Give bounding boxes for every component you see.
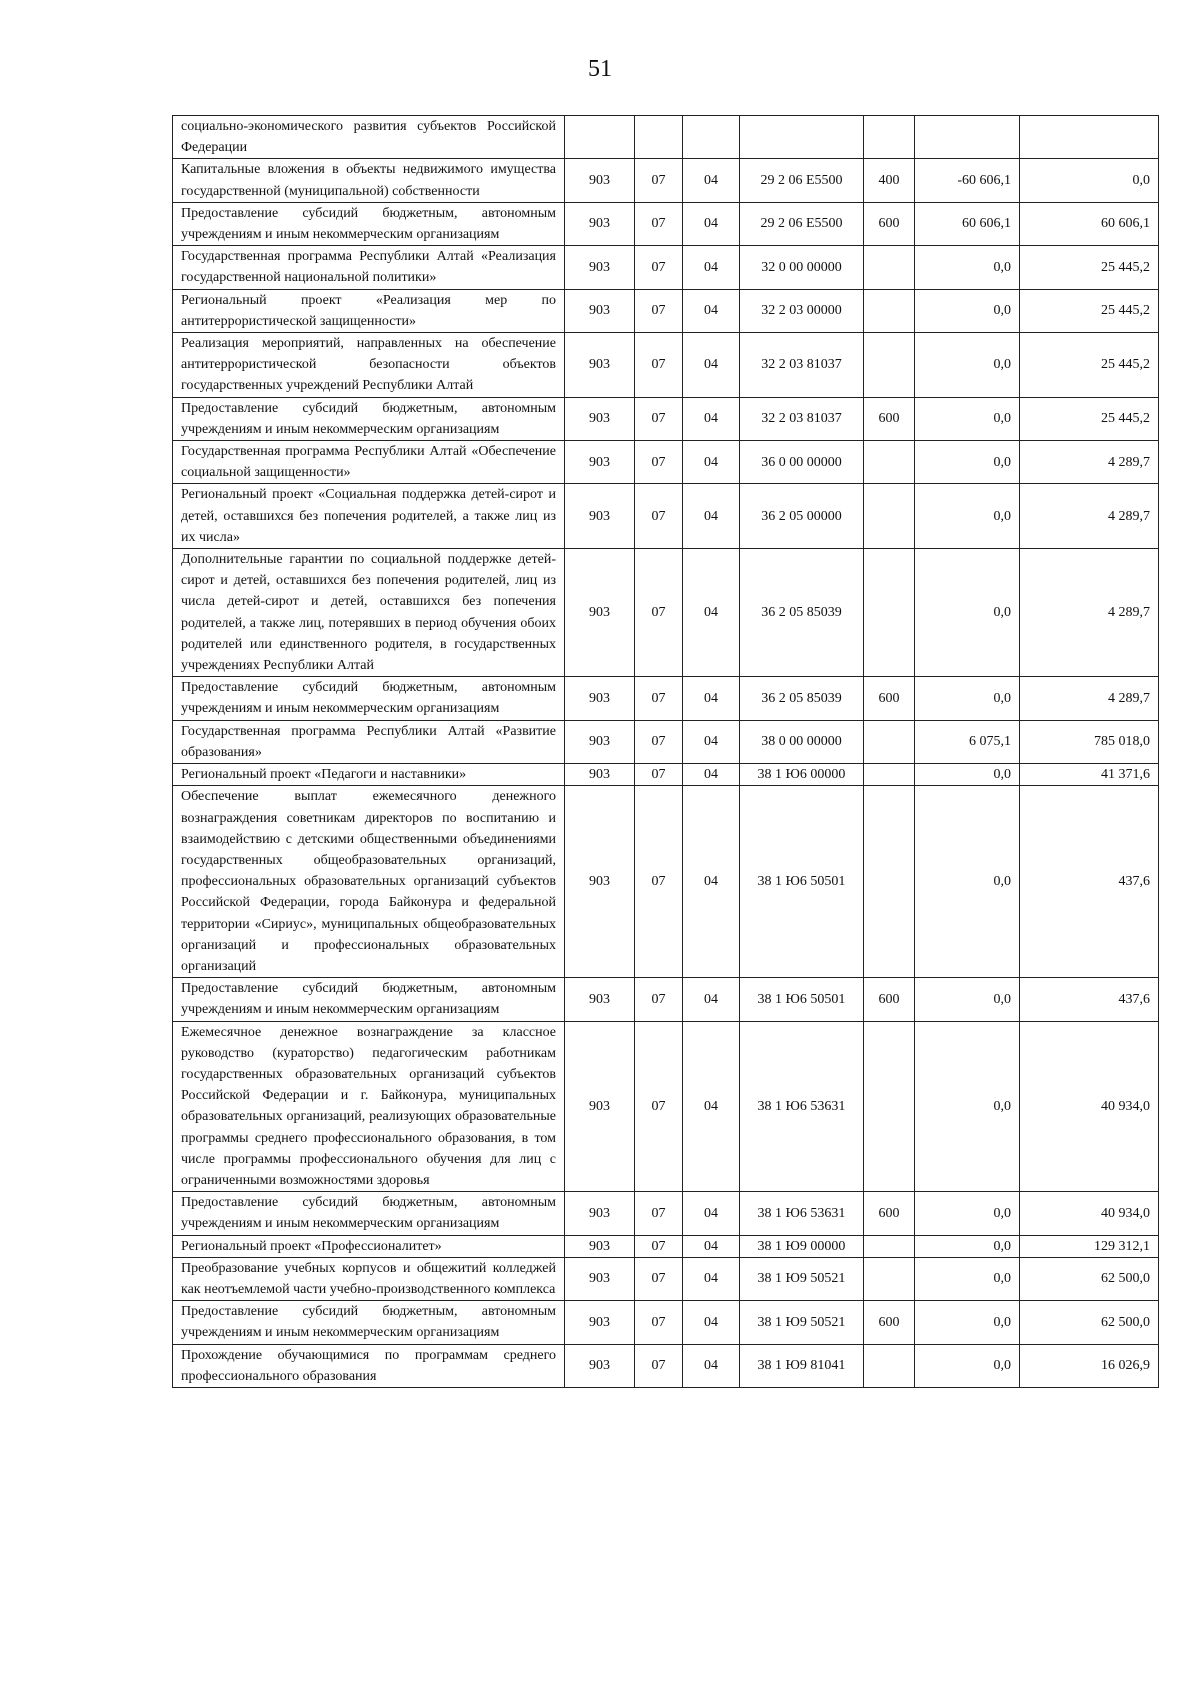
amount-total: 25 445,2: [1020, 333, 1159, 398]
amount-total: 129 312,1: [1020, 1235, 1159, 1257]
target-article-code: 38 1 Ю6 50501: [740, 786, 864, 978]
admin-code: 903: [565, 1235, 635, 1257]
section-code: 07: [635, 1021, 683, 1192]
section-code: 07: [635, 1235, 683, 1257]
row-description: Государственная программа Республики Алтай «Реализация государственной национальной политики»: [173, 246, 565, 289]
expense-type-code: [864, 720, 915, 763]
section-code: 07: [635, 289, 683, 332]
section-code: 07: [635, 1192, 683, 1235]
admin-code: 903: [565, 202, 635, 245]
subsection-code: 04: [683, 1192, 740, 1235]
subsection-code: 04: [683, 677, 740, 720]
amount-total: 62 500,0: [1020, 1301, 1159, 1344]
target-article-code: 38 1 Ю6 00000: [740, 764, 864, 786]
expense-type-code: 600: [864, 202, 915, 245]
table-row: [173, 1344, 1159, 1387]
admin-code: 903: [565, 720, 635, 763]
section-code: 07: [635, 1301, 683, 1344]
amount-change: 0,0: [915, 333, 1020, 398]
subsection-code: 04: [683, 1301, 740, 1344]
subsection-code: 04: [683, 484, 740, 549]
expense-type-code: [864, 289, 915, 332]
table-body: [173, 116, 1159, 1388]
target-article-code: 38 1 Ю6 53631: [740, 1021, 864, 1192]
target-article-code: 29 2 06 Е5500: [740, 159, 864, 202]
admin-code: 903: [565, 333, 635, 398]
row-description: Предоставление субсидий бюджетным, автономным учреждениям и иным некоммерческим организациям: [173, 397, 565, 440]
table-row: [173, 116, 1159, 159]
section-code: 07: [635, 978, 683, 1021]
amount-total: 25 445,2: [1020, 246, 1159, 289]
amount-total: [1020, 116, 1159, 159]
admin-code: 903: [565, 677, 635, 720]
admin-code: 903: [565, 978, 635, 1021]
section-code: [635, 116, 683, 159]
amount-change: [915, 116, 1020, 159]
table-row: [173, 202, 1159, 245]
admin-code: 903: [565, 441, 635, 484]
admin-code: 903: [565, 397, 635, 440]
expense-type-code: [864, 333, 915, 398]
table-row: [173, 1192, 1159, 1235]
expense-type-code: [864, 764, 915, 786]
expense-type-code: 600: [864, 1301, 915, 1344]
amount-change: 0,0: [915, 549, 1020, 677]
expense-type-code: 600: [864, 397, 915, 440]
section-code: 07: [635, 764, 683, 786]
expense-type-code: [864, 246, 915, 289]
expense-type-code: [864, 1021, 915, 1192]
target-article-code: 38 1 Ю9 50521: [740, 1257, 864, 1300]
admin-code: 903: [565, 484, 635, 549]
table-row: [173, 1301, 1159, 1344]
amount-change: 0,0: [915, 289, 1020, 332]
amount-total: 4 289,7: [1020, 441, 1159, 484]
section-code: 07: [635, 720, 683, 763]
target-article-code: 36 2 05 85039: [740, 549, 864, 677]
section-code: 07: [635, 397, 683, 440]
target-article-code: 32 0 00 00000: [740, 246, 864, 289]
expense-type-code: [864, 1344, 915, 1387]
row-description: Государственная программа Республики Алтай «Обеспечение социальной защищенности»: [173, 441, 565, 484]
amount-total: 437,6: [1020, 786, 1159, 978]
amount-total: 437,6: [1020, 978, 1159, 1021]
admin-code: 903: [565, 786, 635, 978]
amount-total: 4 289,7: [1020, 484, 1159, 549]
subsection-code: 04: [683, 549, 740, 677]
amount-change: 60 606,1: [915, 202, 1020, 245]
subsection-code: 04: [683, 1344, 740, 1387]
table-row: [173, 1235, 1159, 1257]
admin-code: 903: [565, 289, 635, 332]
row-description: Предоставление субсидий бюджетным, автономным учреждениям и иным некоммерческим организациям: [173, 1192, 565, 1235]
expense-type-code: [864, 484, 915, 549]
budget-table: [172, 115, 1159, 1388]
admin-code: 903: [565, 1344, 635, 1387]
section-code: 07: [635, 484, 683, 549]
amount-total: 40 934,0: [1020, 1192, 1159, 1235]
admin-code: 903: [565, 764, 635, 786]
target-article-code: 32 2 03 81037: [740, 397, 864, 440]
section-code: 07: [635, 1344, 683, 1387]
section-code: 07: [635, 677, 683, 720]
row-description: Предоставление субсидий бюджетным, автономным учреждениям и иным некоммерческим организациям: [173, 202, 565, 245]
table-row: [173, 484, 1159, 549]
table-row: [173, 1021, 1159, 1192]
section-code: 07: [635, 202, 683, 245]
amount-change: 0,0: [915, 1301, 1020, 1344]
amount-change: -60 606,1: [915, 159, 1020, 202]
amount-total: 16 026,9: [1020, 1344, 1159, 1387]
table-row: [173, 333, 1159, 398]
row-description: Капитальные вложения в объекты недвижимого имущества государственной (муниципальной) собственности: [173, 159, 565, 202]
amount-total: 4 289,7: [1020, 677, 1159, 720]
table-row: [173, 289, 1159, 332]
table-row: [173, 246, 1159, 289]
subsection-code: 04: [683, 764, 740, 786]
row-description: социально-экономического развития субъектов Российской Федерации: [173, 116, 565, 159]
subsection-code: 04: [683, 978, 740, 1021]
section-code: 07: [635, 549, 683, 677]
section-code: 07: [635, 1257, 683, 1300]
section-code: 07: [635, 333, 683, 398]
expense-type-code: [864, 1235, 915, 1257]
admin-code: 903: [565, 159, 635, 202]
row-description: Региональный проект «Педагоги и наставники»: [173, 764, 565, 786]
admin-code: [565, 116, 635, 159]
expense-type-code: 600: [864, 677, 915, 720]
table-row: [173, 159, 1159, 202]
expense-type-code: [864, 441, 915, 484]
section-code: 07: [635, 441, 683, 484]
section-code: 07: [635, 159, 683, 202]
subsection-code: 04: [683, 397, 740, 440]
table-row: [173, 1257, 1159, 1300]
target-article-code: 38 0 00 00000: [740, 720, 864, 763]
expense-type-code: [864, 549, 915, 677]
subsection-code: 04: [683, 720, 740, 763]
subsection-code: 04: [683, 333, 740, 398]
row-description: Прохождение обучающимися по программам среднего профессионального образования: [173, 1344, 565, 1387]
amount-change: 6 075,1: [915, 720, 1020, 763]
subsection-code: 04: [683, 289, 740, 332]
target-article-code: [740, 116, 864, 159]
amount-change: 0,0: [915, 1257, 1020, 1300]
page-number: 51: [588, 56, 612, 82]
target-article-code: 36 2 05 85039: [740, 677, 864, 720]
admin-code: 903: [565, 1192, 635, 1235]
amount-change: 0,0: [915, 764, 1020, 786]
row-description: Обеспечение выплат ежемесячного денежного вознаграждения советникам директоров по воспитанию и взаимодействию с детскими общественными объединениями государственных общеобразовательных организаций, профессиональных образовательных организаций субъектов Российской Федерации, города Байконура и федеральной территории «Сириус», муниципальных общеобразовательных организаций и профессиональных образовательных организаций: [173, 786, 565, 978]
target-article-code: 32 2 03 81037: [740, 333, 864, 398]
target-article-code: 38 1 Ю9 00000: [740, 1235, 864, 1257]
row-description: Дополнительные гарантии по социальной поддержке детей-сирот и детей, оставшихся без попечения родителей, лиц из числа детей-сирот и детей, оставшихся без попечения родителей, а также лиц, потерявших в период обучения обоих родителей или единственного родителя, в государственных учреждениях Республики Алтай: [173, 549, 565, 677]
row-description: Предоставление субсидий бюджетным, автономным учреждениям и иным некоммерческим организациям: [173, 978, 565, 1021]
amount-total: 25 445,2: [1020, 397, 1159, 440]
row-description: Государственная программа Республики Алтай «Развитие образования»: [173, 720, 565, 763]
amount-change: 0,0: [915, 246, 1020, 289]
subsection-code: 04: [683, 441, 740, 484]
amount-total: 25 445,2: [1020, 289, 1159, 332]
amount-change: 0,0: [915, 978, 1020, 1021]
amount-change: 0,0: [915, 484, 1020, 549]
admin-code: 903: [565, 246, 635, 289]
table-row: [173, 764, 1159, 786]
subsection-code: 04: [683, 246, 740, 289]
row-description: Ежемесячное денежное вознаграждение за классное руководство (кураторство) педагогическим работникам государственных образовательных организаций субъектов Российской Федерации и г. Байконура, муниципальных образовательных организаций, реализующих образовательные программы среднего профессионального образования, в том числе программы профессионального обучения для лиц с ограниченными возможностями здоровья: [173, 1021, 565, 1192]
row-description: Предоставление субсидий бюджетным, автономным учреждениям и иным некоммерческим организациям: [173, 677, 565, 720]
expense-type-code: 600: [864, 978, 915, 1021]
subsection-code: 04: [683, 202, 740, 245]
admin-code: 903: [565, 1021, 635, 1192]
table-row: [173, 441, 1159, 484]
subsection-code: [683, 116, 740, 159]
target-article-code: 36 2 05 00000: [740, 484, 864, 549]
table-row: [173, 786, 1159, 978]
row-description: Предоставление субсидий бюджетным, автономным учреждениям и иным некоммерческим организациям: [173, 1301, 565, 1344]
table-row: [173, 978, 1159, 1021]
amount-change: 0,0: [915, 786, 1020, 978]
table-row: [173, 397, 1159, 440]
row-description: Преобразование учебных корпусов и общежитий колледжей как неотъемлемой части учебно-производственного комплекса: [173, 1257, 565, 1300]
section-code: 07: [635, 246, 683, 289]
amount-total: 785 018,0: [1020, 720, 1159, 763]
target-article-code: 38 1 Ю6 50501: [740, 978, 864, 1021]
amount-change: 0,0: [915, 441, 1020, 484]
expense-type-code: 400: [864, 159, 915, 202]
section-code: 07: [635, 786, 683, 978]
row-description: Реализация мероприятий, направленных на обеспечение антитеррористической безопасности объектов государственных учреждений Республики Алтай: [173, 333, 565, 398]
admin-code: 903: [565, 549, 635, 677]
target-article-code: 36 0 00 00000: [740, 441, 864, 484]
expense-type-code: [864, 786, 915, 978]
admin-code: 903: [565, 1257, 635, 1300]
table-row: [173, 677, 1159, 720]
table-row: [173, 549, 1159, 677]
row-description: Региональный проект «Социальная поддержка детей-сирот и детей, оставшихся без попечения родителей, а также лиц из их числа»: [173, 484, 565, 549]
amount-change: 0,0: [915, 1021, 1020, 1192]
amount-change: 0,0: [915, 677, 1020, 720]
table-row: [173, 720, 1159, 763]
amount-total: 62 500,0: [1020, 1257, 1159, 1300]
target-article-code: 38 1 Ю9 81041: [740, 1344, 864, 1387]
target-article-code: 38 1 Ю9 50521: [740, 1301, 864, 1344]
amount-total: 0,0: [1020, 159, 1159, 202]
row-description: Региональный проект «Профессионалитет»: [173, 1235, 565, 1257]
expense-type-code: [864, 116, 915, 159]
subsection-code: 04: [683, 1021, 740, 1192]
row-description: Региональный проект «Реализация мер по антитеррористической защищенности»: [173, 289, 565, 332]
amount-change: 0,0: [915, 397, 1020, 440]
admin-code: 903: [565, 1301, 635, 1344]
subsection-code: 04: [683, 1257, 740, 1300]
subsection-code: 04: [683, 159, 740, 202]
expense-type-code: 600: [864, 1192, 915, 1235]
subsection-code: 04: [683, 1235, 740, 1257]
amount-total: 40 934,0: [1020, 1021, 1159, 1192]
target-article-code: 38 1 Ю6 53631: [740, 1192, 864, 1235]
expense-type-code: [864, 1257, 915, 1300]
amount-total: 41 371,6: [1020, 764, 1159, 786]
amount-change: 0,0: [915, 1235, 1020, 1257]
subsection-code: 04: [683, 786, 740, 978]
target-article-code: 32 2 03 00000: [740, 289, 864, 332]
amount-change: 0,0: [915, 1344, 1020, 1387]
amount-total: 60 606,1: [1020, 202, 1159, 245]
amount-change: 0,0: [915, 1192, 1020, 1235]
target-article-code: 29 2 06 Е5500: [740, 202, 864, 245]
amount-total: 4 289,7: [1020, 549, 1159, 677]
